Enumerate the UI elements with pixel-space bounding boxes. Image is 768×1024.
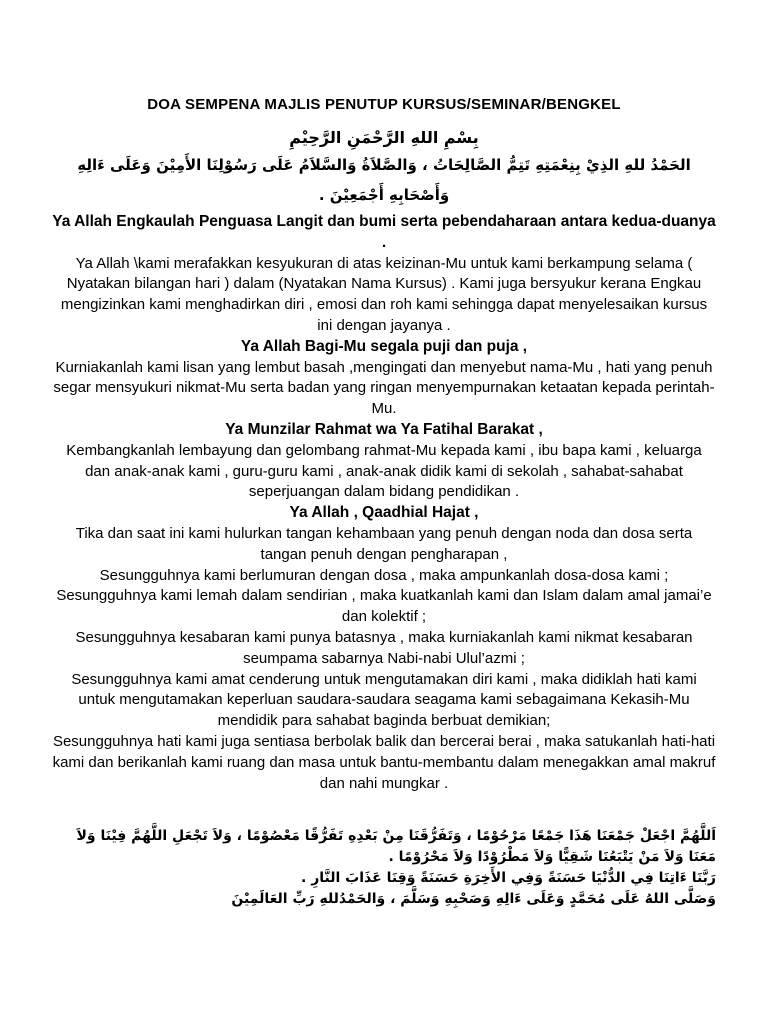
paragraph: Sesungguhnya kami berlumuran dengan dosa , maka ampunkanlah dosa-dosa kami ; [99, 566, 669, 584]
paragraph: Ya Allah , Qaadhial Hajat , [289, 504, 479, 522]
basmalah: بِسْمِ اللهِ الرَّحْمَنِ الرَّحِيْمِ [289, 128, 479, 147]
paragraph: Sesungguhnya kami lemah dalam sendirian , maka kuatkanlah kami dan Islam dalam amal jamai’e dan kolektif ; [56, 587, 712, 626]
paragraph: Sesungguhnya kami amat cenderung untuk mengutamakan diri kami , maka didiklah hati kami untuk mengutamakan keperluan saudara-saudara seagama kami sebagaimana Kekasih-Mu mendidik para sahabat baginda berbuat demikian; [71, 670, 697, 730]
arabic-closing [52, 826, 716, 910]
arabic-closing-line: اَللَّهُمَّ اجْعَلْ جَمْعَنَا هَذَا جَمْعًا مَرْحُوْمًا ، وَتَفَرُّقَنَا مِنْ بَعْدِهِ تَفَرُّقًا مَعْصُوْمًا ، وَلاَ تَجْعَلِ اللَّهُمَّ فِيْنَا وَلاَ مَعَنَا وَلاَ مَنْ يَتْبَعُنَا شَقِيًّا وَلاَ مَطْرُوْدًا وَلاَ مَحْرُوْمًا . [76, 828, 716, 865]
arabic-closing-line: وَصَلَّى اللهُ عَلَى مُحَمَّدٍ وَعَلَى ءَالِهِ وَصَحْبِهِ وَسَلَّمَ ، وَالحَمْدُللهِ رَبِّ العَالَمِيْنَ [231, 891, 716, 907]
paragraph: Ya Allah Bagi-Mu segala puji dan puja , [240, 337, 528, 355]
document-title: DOA SEMPENA MAJLIS PENUTUP KURSUS/SEMINAR/BENGKEL [147, 96, 621, 113]
paragraph: Ya Allah Engkaulah Penguasa Langit dan bumi serta pebendaharaan antara kedua-duanya . [52, 213, 716, 251]
arabic-hamd: الحَمْدُ للهِ الذِيْ بِنِعْمَتِهِ تَتِمُّ الصَّالِحَاتُ ، وَالصَّلاَةُ وَالسَّلاَمُ عَلَى رَسُوْلِنَا الأَمِيْنَ وَعَلَى ءَالِهِ وَأَصْحَابِهِ أَجْمَعِيْنَ . [77, 156, 691, 204]
paragraph: Sesungguhnya hati kami juga sentiasa berbolak balik dan bercerai berai , maka satukanlah hati-hati kami dan berikanlah kami ruang dan masa untuk bantu-membantu dalam menegakkan amal makruf dan nahi mungkar . [52, 732, 716, 792]
paragraph: Ya Allah \kami merafakkan kesyukuran di atas keizinan-Mu untuk kami berkampung selama ( Nyatakan bilangan hari ) dalam (Nyatakan Nama Kursus) . Kami juga bersyukur kerana Engkau mengizinkan kami menghadirkan diri , emosi dan roh kami sehingga dapat menyelesaikan kursus ini dengan jayanya . [60, 254, 708, 334]
prayer-body [52, 212, 716, 794]
paragraph: Ya Munzilar Rahmat wa Ya Fatihal Barakat , [225, 420, 543, 438]
paragraph: Sesungguhnya kesabaran kami punya batasnya , maka kurniakanlah kami nikmat kesabaran seumpama sabarnya Nabi-nabi Ulul’azmi ; [75, 628, 693, 667]
paragraph: Kurniakanlah kami lisan yang lembut basah ,mengingati dan menyebut nama-Mu , hati yang penuh segar mensyukuri nikmat-Mu serta badan yang ringan menyempurnakan ketaatan kepada perintah-Mu. [53, 358, 715, 418]
paragraph: Tika dan saat ini kami hulurkan tangan kehambaan yang penuh dengan noda dan dosa serta tangan penuh dengan pengharapan , [75, 524, 693, 563]
arabic-closing-line: رَبَّنَا ءَاتِنَا فِي الدُّنْيَا حَسَنَةً وَفِي الأَخِرَةِ حَسَنَةً وَقِنَا عَذَابَ النَّارِ . [301, 870, 716, 886]
paragraph: Kembangkanlah lembayung dan gelombang rahmat-Mu kepada kami , ibu bapa kami , keluarga dan anak-anak kami , guru-guru kami , anak-anak didik kami di sekolah , sahabat-sahabat seperjuangan dalam bidang pendidikan . [66, 441, 702, 501]
